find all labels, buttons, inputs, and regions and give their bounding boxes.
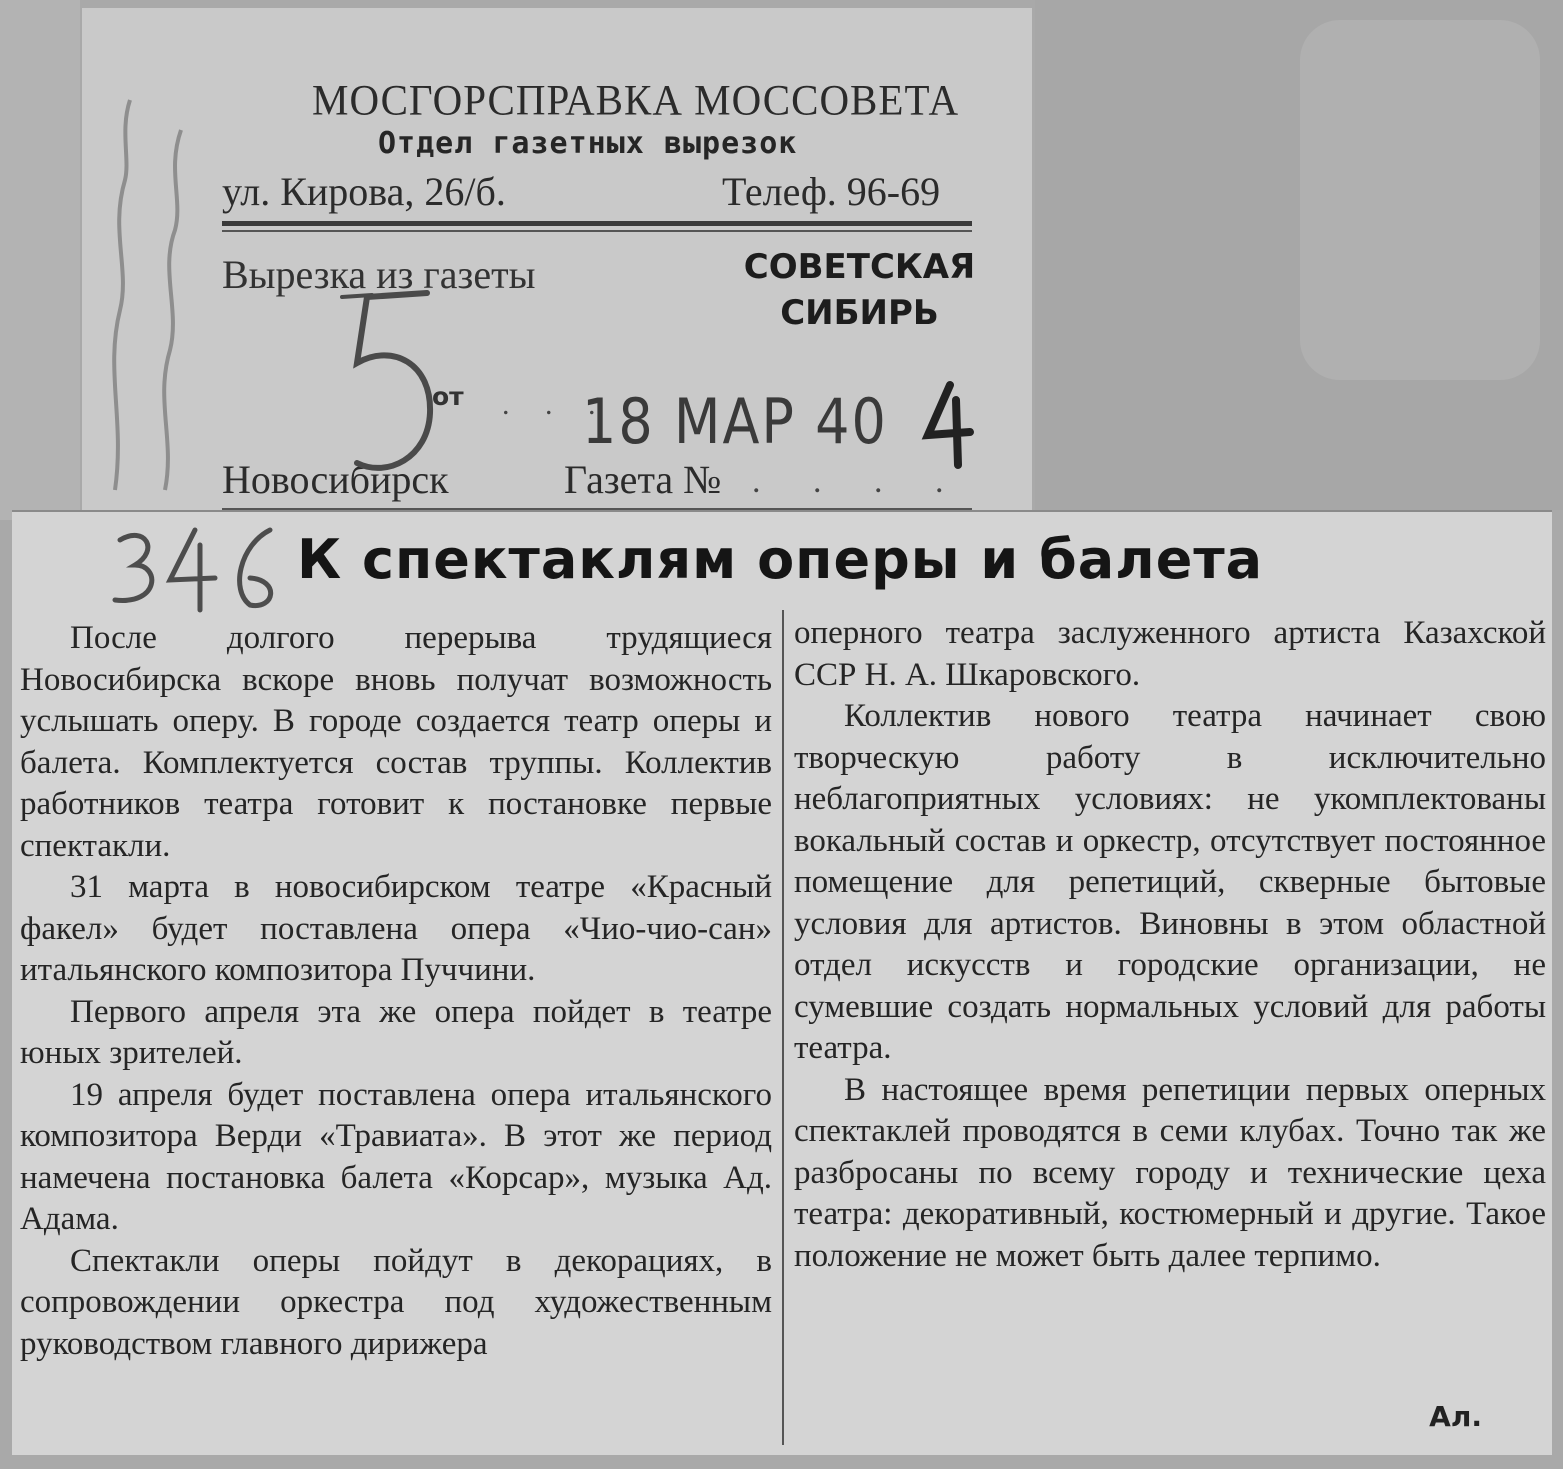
paragraph: Спектакли оперы пойдут в декорациях, в сопровождении оркестра под художественным руководством главного дирижера [20, 1242, 772, 1362]
newspaper-name [742, 244, 977, 336]
paragraph: После долгого перерыва трудящиеся Новосибирска вскоре вновь получат возможность услышать оперу. В городе создается театр оперы и балета. Комплектуется состав труппы. Коллектив работников театра готовит к постановке первые спектакли. [20, 620, 772, 864]
paragraph: Коллектив нового театра начинает свою творческую работу в исключительно неблагоприятных условиях: не укомплектованы вокальный состав и оркестр, отсутствует постоянное помещение для репетиций, скверные бытовые условия для артистов. Виновны в этом областной отдел искусств и городские организации, не сумевшие создать нормальных условий для работы театра. [794, 698, 1546, 1066]
column-divider [782, 610, 784, 1445]
paragraph: 31 марта в новосибирском театре «Красный факел» будет поставлена опера «Чио-чио-сан» итальянского композитора Пуччини. [20, 869, 772, 988]
date-stamp: 18 МАР 40 [582, 385, 888, 458]
paragraph-continuation: оперного театра заслуженного артиста Казахской ССР Н. А. Шкаровского. [794, 615, 1546, 693]
paragraph: 19 апреля будет поставлена опера итальянского композитора Верди «Травиата». В этот же период намечена постановка балета «Корсар», музыка Ад. Адама. [20, 1076, 772, 1237]
article-clipping [12, 510, 1552, 1455]
from-label: от [432, 382, 464, 411]
clipping-edge [12, 510, 1552, 512]
article-left-column [20, 618, 772, 1365]
paragraph: Первого апреля эта же опера пойдет в театре юных зрителей. [20, 993, 772, 1071]
address: ул. Кирова, 26/б. [222, 169, 506, 214]
pencil-notes [95, 70, 215, 510]
article-title: К спектаклям оперы и балета [297, 528, 1264, 591]
phone: Телеф. 96-69 [722, 169, 941, 214]
background-patch [0, 0, 80, 520]
author-signature: Ал. [1429, 1400, 1482, 1433]
newspaper-number-label: Газета № [564, 457, 722, 502]
paragraph: В настоящее время репетиции первых оперных спектаклей проводятся в семи клубах. Точно так же разбросаны по всему городу и технические цеха театра: декоративный, костюмерный и другие. Такое положение не может быть далее терпимо. [794, 1071, 1546, 1274]
city: Новосибирск [222, 457, 449, 502]
article-right-column [794, 613, 1546, 1277]
cutting-from-label: Вырезка из газеты [222, 252, 536, 297]
department-name: Отдел газетных вырезок [378, 126, 798, 161]
dotted-leader: . . . . [752, 463, 966, 500]
newspaper-name-line: СИБИРЬ [780, 293, 939, 333]
handwritten-inventory-number [100, 520, 290, 615]
divider [222, 230, 972, 232]
divider [222, 221, 972, 226]
organization-name: МОСГОРСПРАВКА МОССОВЕТА [312, 75, 960, 125]
background-patch [1300, 20, 1540, 380]
newspaper-name-line: СОВЕТСКАЯ [743, 247, 976, 287]
handwritten-mark [920, 380, 980, 470]
handwritten-number-mark [332, 283, 442, 483]
clipping-bureau-slip [82, 8, 1032, 523]
dotted-leader: . . . [502, 388, 610, 421]
